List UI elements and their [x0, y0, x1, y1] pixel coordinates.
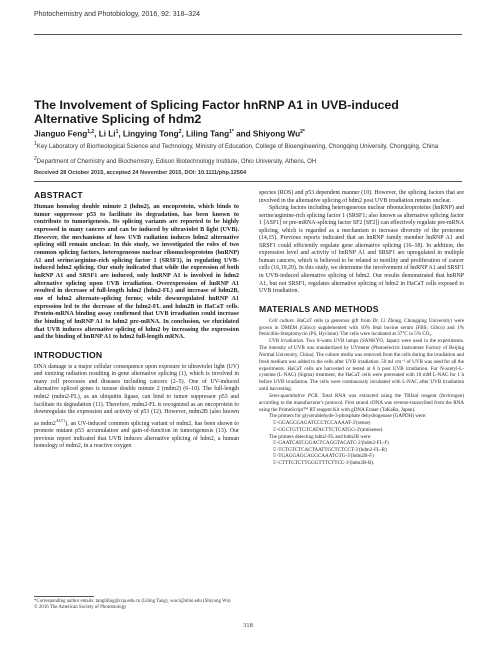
intro-paragraph-2: Splicing factors including heterogeneous nuclear ribonucleoproteins (hnRNP) and serine/arginine-rich splicing factor 1 (SRSF1; also known as alternative splicing factor 1 [ASF1] or pre-mRNA-splicing factor SF2 [SF2]) can effectively regulate pre-mRNA splicing, which is regarded as a mechanism to increase diversity of the proteome (14,15). Previous reports indicated that an hnRNP family member hnRNP A1 and SRSF1 could efficiently regulate gene alternative splicing (16–18). In addition, the expression level and activity of hnRNP A1 and SRSF1 are upregulated in multiple human cancers, which is believed to be related to motility and proliferation of cancer cells (16,19,20). In this study, we determine the involvement of hnRNP A1 and SRSF1 in UVB-induced alternative splicing of hdm2. Our results demonstrated that hnRNP A1, but not SRSF1, regulates alternative splicing of hdm2 in HaCaT cells exposed to UVB irradiation. — [259, 205, 464, 295]
primer-sequence: 5′-GAATCATCGGACTCAGGTACATC-3′(hdm2-FL-F) — [273, 440, 389, 447]
affiliation-1: $^1$Key Laboratory of Biorheological Science and Technology, Ministry of Education, College of Bioengineering, Chongqing University, Chongqing, China — [34, 141, 439, 151]
pcr-text: Semi-quantitative PCR. Total RNA was extracted using the TRIzol reagent (Invitrogen) according to the manufacturer's protocol. First strand cDNA was reverse-transcribed from the RNA using the PrimeScript™ RT reagent Kit with gDNA Eraser (TaKaRa, Japan). — [259, 392, 464, 413]
journal-citation: Photochemistry and Photobiology, 2016, 92: 318–324 — [34, 11, 201, 18]
left-column — [34, 190, 239, 451]
introduction-heading: INTRODUCTION — [34, 349, 103, 360]
footnote — [34, 599, 239, 611]
abstract-text: Human homolog double minute 2 (hdm2), an oncoprotein, which binds to tumor suppressor p53 to facilitate its degradation, has been known to contribute to tumorigenesis. Its splicing variants are reported to be highly expressed in many cancers and can be induced by ultraviolet B light (UVB). However, the mechanisms of how UVB radiation induces hdm2 alternative splicing still remain unclear. In this study, we investigated the roles of two common splicing factors, heterogeneous nuclear ribonucleoproteins (hnRNP) A1 and serine/arginine-rich splicing factor 1 (SRSF1), in regulating UVB-induced hdm2 splicing. Our study indicated that while the expression of both hnRNP A1 and SRSF1 are induced, only hnRNP A1 is involved in hdm2 alternative splicing upon UVB irradiation. Overexpression of hnRNP A1 resulted in decrease of full-length hdm2 (hdm2-FL) and increase of hdm2B, one of hdm2 alternate-splicing forms; while downregulated hnRNP A1 expression led to the decrease of the hdm2-FL and hdm2B in HaCaT cells. Protein-mRNA binding assay confirmed that UVB irradiation could increase the binding of hnRNP A1 to hdm2 pre-mRNA. In conclusion, we elucidated that UVB induces alternative splicing of hdm2 by increasing the expression and the binding of hnRNP A1 to hdm2 full-length mRNA. — [34, 204, 239, 341]
article-title: The Involvement of Splicing Factor hnRNP A1 in UVB-induced Alternative Splicing of hdm2 — [34, 98, 399, 127]
primer-sequence: 5′-GGCTGTTGTCATACTTCTCATGG-3′(antisense). — [273, 426, 384, 433]
page-number: 318 — [243, 622, 253, 629]
methods-heading: MATERIALS AND METHODS — [259, 303, 379, 314]
primer-sequence: 5′-TCTGTCTCACTAATTGCTCTCCT-3′(hdm2-FL-R) — [273, 446, 387, 453]
received-dates: Received 28 October 2015, accepted 24 November 2015, DOI: 10.1111/php.12564 — [34, 170, 247, 176]
primer-intro: The primers for glyceraldehyde-3-phosphate dehydrogenase (GAPDH) were: — [269, 413, 427, 420]
copyright: © 2016 The American Society of Photobiology — [34, 605, 127, 610]
right-column — [259, 190, 464, 466]
primer-sequence: 5′-GGAGCGAGATCCCTCCAAAAT-3′(sense) — [273, 420, 371, 427]
primer-sequence: 5′-CTTTGTCTTGGGTTTCTTCC-3′(hdm2B-R). — [273, 459, 375, 466]
cell-culture-text: Cell culture. HaCaT cells (a generous gift from Dr. Li Zhong, Chongqing University) were grown in DMEM (Gibco) supplemented with 10% fetal bovine serum (FBS; Gibco) and 1% Penicillin-Streptomycin (PS, Hyclone). The cells were incubated at 37°C in 5% CO₂. — [259, 317, 464, 338]
section-rule — [34, 181, 462, 182]
introduction-text: DNA damage is a major cellular consequence upon exposure to ultraviolet light (UV) and ionizing radiation resulting in gene alternative splicing (1), which is involved in many cell processes and diseases including cancers (2–5). One of UV-induced alternative spliced genes is mouse double minute 2 (mdm2) (6–10). The full-length mdm2 (mdm2-FL), as an ubiquitin ligase, can bind to tumor suppressor p53 and facilitate its degradation (11). Therefore, mdm2-FL is recognized as an oncoprotein to downregulate the expression and activity of p53 (12). However, mdm2B (also known as $mdm2^{ALT1}$), an UV-induced common splicing variant of mdm2, has been shown to promote mutant p53 accumulation and gain-of-function in tumorigenesis (13). Our previous report indicated that UVB induces alternative splicing of hdm2, a human homology of mdm2, in a reactive oxygen — [34, 363, 240, 450]
author-list: Jianguo Feng$^{1,2}$, Li Li$^1$, Lingying Tong$^2$, Liling Tang$^{1*}$ and Shiyong $Wu^{2*}$ — [34, 129, 305, 139]
header-rule — [34, 34, 462, 35]
affiliation-2: $^2$Department of Chemistry and Biochemistry, Edison Biotechnology Institute, Ohio University, Athens, OH — [34, 156, 317, 166]
primer-sequence: 5′-TGAGGAGCAGGCAAATGTG-3′(hdm2B-F) — [273, 453, 374, 460]
corresponding-author: *Corresponding author emails: tangliling@cqu.edu.cn (Liling Tang), wus1@ohio.edu (Shiyong Wu) — [34, 599, 231, 604]
abstract-heading: ABSTRACT — [34, 190, 83, 200]
uvb-irradiation-text: UVB irradiation. Two 8-watts UVB lamps (SANKYO, Japan) were used in the experiments. The intensity of UVB was standardized by UVmeter (Photoelectric Instrument Factory of Beijing Normal University, China). The culture media was removed from the cells during the irradiation and fresh medium was added to the cells after UVB irradiation. 50 mJ cm⁻² of UVB was used for all the experiments. HaCaT cells are harvested or tested at 6 h post UVB irradiation. For N-acetyl-L-cysteine (L-NAC) (Sigma) treatment, the HaCaT cells were pretreated with 10 mM L-NAC for 1 h before UVB irradiation. The cells were continuously incubated with L-NAC after UVB irradiation until harvesting. — [259, 338, 465, 393]
primer-note: The primers detecting hdm2-FL and hdm2B were: — [269, 433, 372, 440]
footnote-rule — [34, 596, 94, 597]
intro-continued: species (ROS) and p53 dependent manner (10). However, the splicing factors that are involved in the alternative splicing of hdm2 post UVB irradiation remain unclear. — [259, 190, 464, 204]
